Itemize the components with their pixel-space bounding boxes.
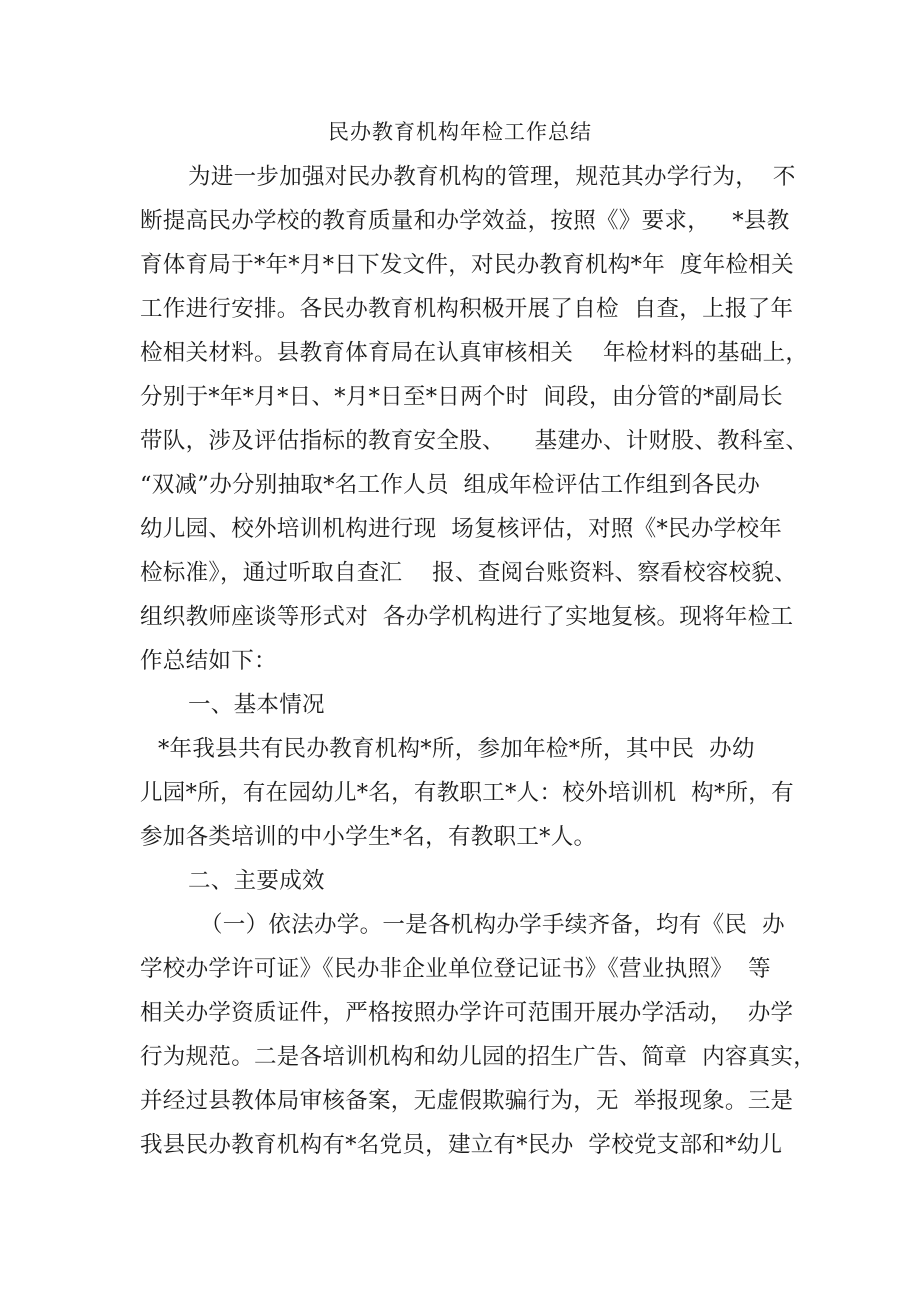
- paragraph-line: 检标准》，通过听取自查汇 报、查阅台账资料、察看校容校貌、: [140, 560, 797, 586]
- paragraph-line: 断提高民办学校的教育质量和办学效益，按照《》要求， *县教: [140, 208, 790, 234]
- paragraph-line: （一）依法办学。一是各机构办学手续齐备，均有《民 办: [200, 912, 785, 938]
- section-heading: 一、基本情况: [188, 692, 325, 718]
- paragraph-line: 参加各类培训的中小学生*名，有教职工*人。: [140, 824, 597, 850]
- paragraph-line: *年我县共有民办教育机构*所，参加年检*所，其中民 办幼: [158, 736, 755, 762]
- paragraph-line: 育体育局于*年*月*日下发文件，对民办教育机构*年 度年检相关: [140, 252, 794, 278]
- paragraph-line: 学校办学许可证》《民办非企业单位登记证书》《营业执照》 等: [140, 956, 771, 982]
- paragraph-line: 工作进行安排。各民办教育机构积极开展了自检 自查，上报了年: [140, 296, 794, 322]
- paragraph-line: 儿园*所，有在园幼儿*名，有教职工*人：校外培训机 构*所，有: [140, 780, 794, 806]
- paragraph-line: 行为规范。二是各培训机构和幼儿园的招生广告、简章 内容真实，: [140, 1044, 817, 1070]
- paragraph-line: 相关办学资质证件，严格按照办学许可范围开展办学活动， 办学: [140, 1000, 794, 1026]
- paragraph-line: 我县民办教育机构有*名党员，建立有*民办 学校党支部和*幼儿: [140, 1132, 783, 1158]
- paragraph-line: 并经过县教体局审核备案，无虚假欺骗行为，无 举报现象。三是: [140, 1088, 794, 1114]
- paragraph-line: 为进一步加强对民办教育机构的管理，规范其办学行为， 不: [188, 164, 796, 190]
- document-title: 民办教育机构年检工作总结: [328, 120, 592, 144]
- paragraph-line: 检相关材料。县教育体育局在认真审核相关 年检材料的基础上，: [140, 340, 809, 366]
- paragraph-line: 组织教师座谈等形式对 各办学机构进行了实地复核。现将年检工: [140, 604, 794, 630]
- paragraph-line: 带队，涉及评估指标的教育安全股、 基建办、计财股、教科室、: [140, 428, 809, 454]
- paragraph-line: 幼儿园、校外培训机构进行现 场复核评估，对照《*民办学校年: [140, 516, 783, 542]
- section-heading: 二、主要成效: [188, 868, 325, 894]
- paragraph-line: 分别于*年*月*日、*月*日至*日两个时 间段，由分管的*副局长: [140, 384, 783, 410]
- paragraph-line: “双减”办分别抽取*名工作人员 组成年检评估工作组到各民办: [140, 472, 761, 498]
- paragraph-line: 作总结如下：: [140, 648, 277, 674]
